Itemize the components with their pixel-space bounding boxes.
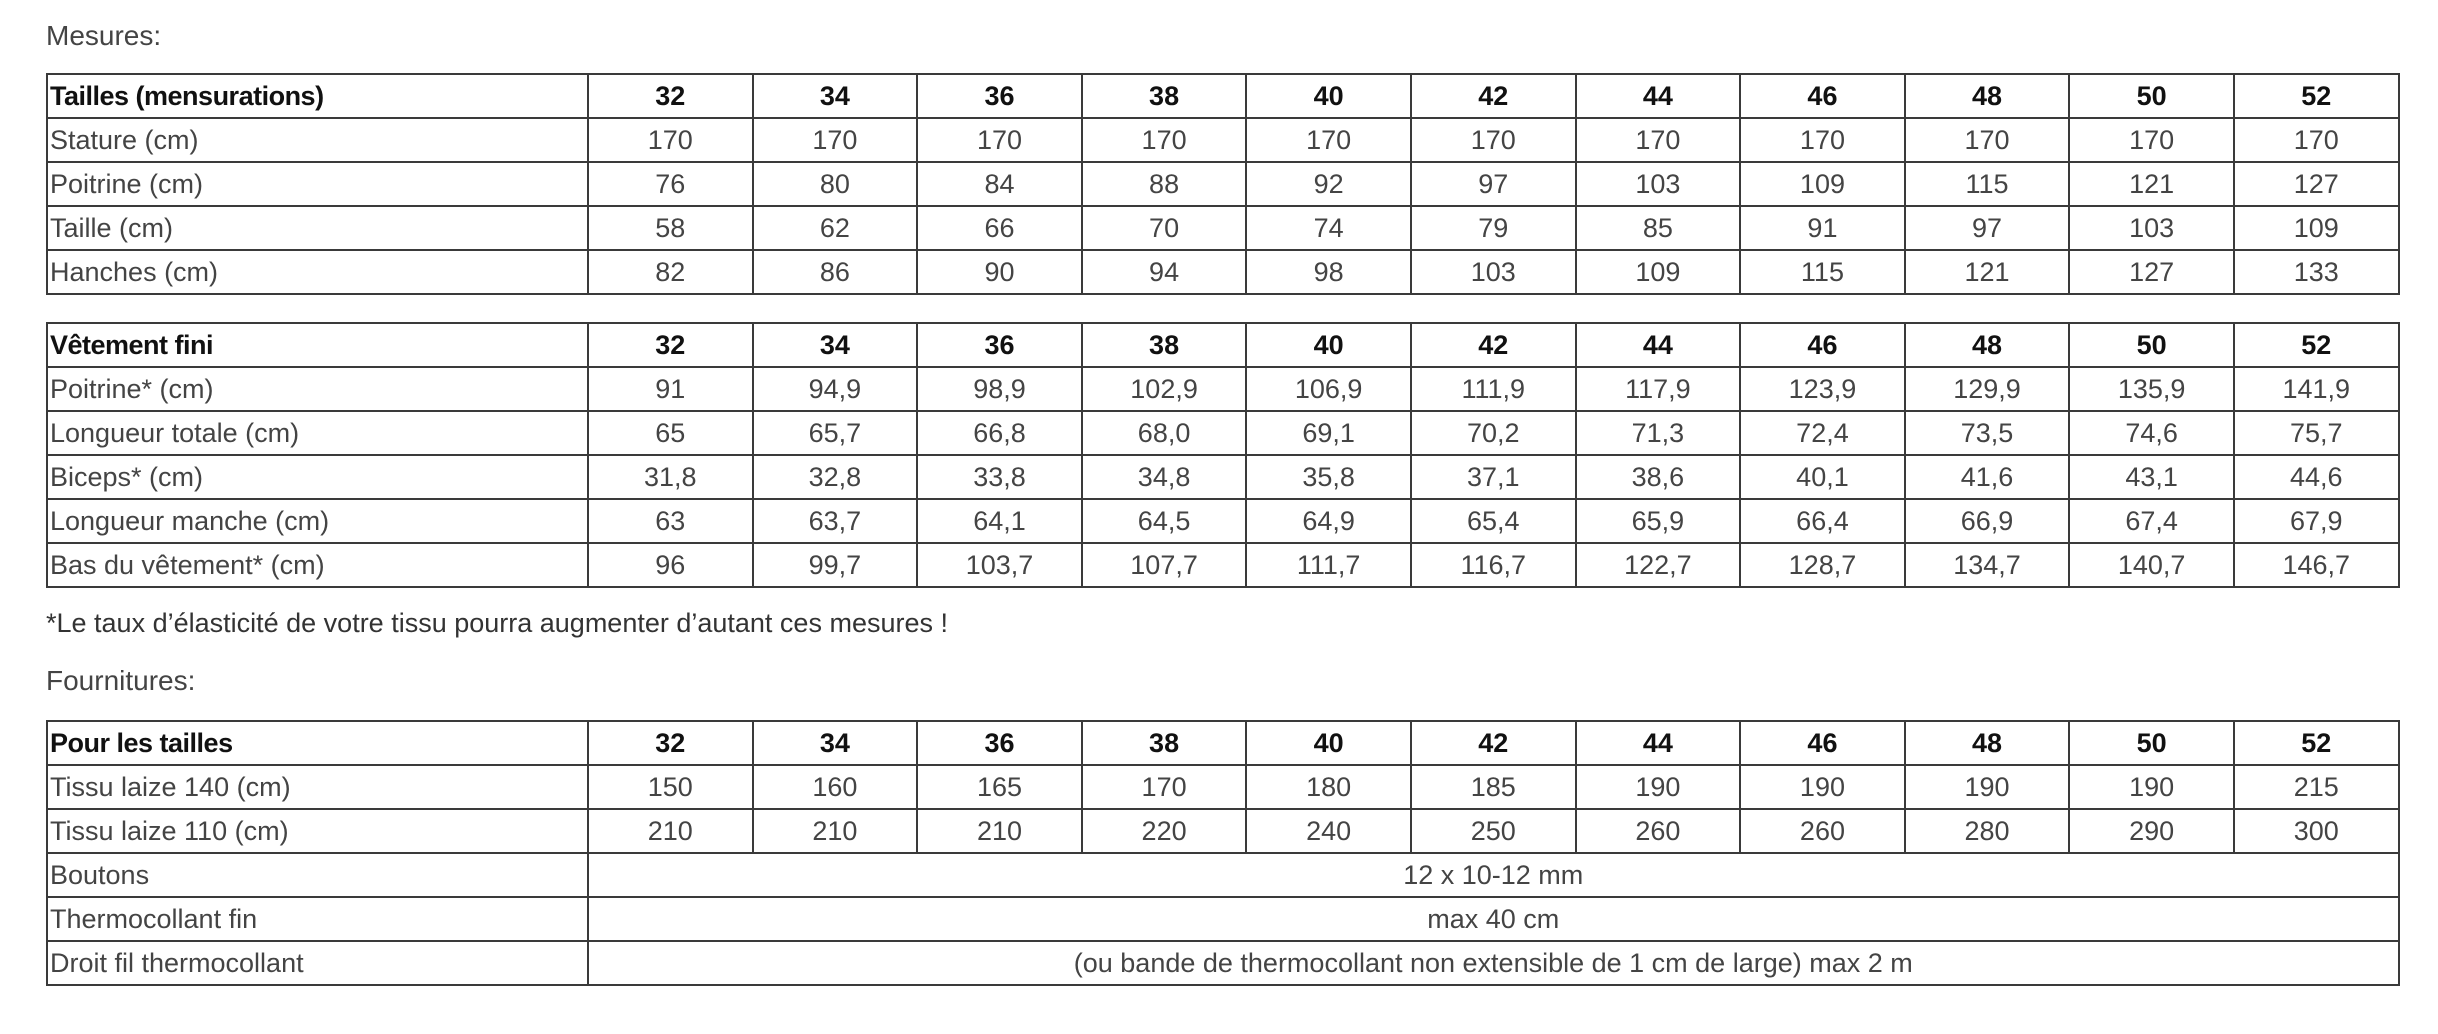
value-cell: 84 — [917, 162, 1082, 206]
row-label: Longueur totale (cm) — [47, 411, 588, 455]
value-cell: 31,8 — [588, 455, 753, 499]
size-header-cell: 50 — [2069, 74, 2234, 118]
row-label: Poitrine* (cm) — [47, 367, 588, 411]
value-cell: 300 — [2234, 809, 2399, 853]
value-cell: 190 — [1740, 765, 1905, 809]
value-cell: 91 — [588, 367, 753, 411]
table-row — [47, 162, 2399, 206]
value-cell: 85 — [1576, 206, 1741, 250]
size-header-cell: 44 — [1576, 323, 1741, 367]
row-label: Poitrine (cm) — [47, 162, 588, 206]
value-cell: 127 — [2234, 162, 2399, 206]
size-header-cell: 38 — [1082, 323, 1247, 367]
value-cell: 65,4 — [1411, 499, 1576, 543]
value-cell: 70 — [1082, 206, 1247, 250]
size-header-cell: 52 — [2234, 74, 2399, 118]
value-cell: 94 — [1082, 250, 1247, 294]
value-cell: 146,7 — [2234, 543, 2399, 587]
size-header-cell: 40 — [1246, 721, 1411, 765]
size-header-cell: 42 — [1411, 74, 1576, 118]
value-cell: 280 — [1905, 809, 2070, 853]
value-cell: 70,2 — [1411, 411, 1576, 455]
table-row — [47, 499, 2399, 543]
value-cell: 109 — [1576, 250, 1741, 294]
value-cell: 134,7 — [1905, 543, 2070, 587]
value-cell: 210 — [753, 809, 918, 853]
value-cell: 102,9 — [1082, 367, 1247, 411]
value-cell: 170 — [1576, 118, 1741, 162]
value-cell: 65,9 — [1576, 499, 1741, 543]
size-header-cell: 52 — [2234, 323, 2399, 367]
value-cell: 96 — [588, 543, 753, 587]
value-cell: 190 — [1905, 765, 2070, 809]
row-label: Tissu laize 140 (cm) — [47, 765, 588, 809]
value-cell: 190 — [2069, 765, 2234, 809]
value-cell: 170 — [2234, 118, 2399, 162]
size-header-cell: 34 — [753, 323, 918, 367]
value-cell: 103 — [2069, 206, 2234, 250]
size-header-cell: 34 — [753, 74, 918, 118]
size-header-cell: 46 — [1740, 74, 1905, 118]
row-label: Tissu laize 110 (cm) — [47, 809, 588, 853]
value-cell: 117,9 — [1576, 367, 1741, 411]
value-cell: 170 — [753, 118, 918, 162]
table-row — [47, 853, 2399, 897]
value-cell: 66,8 — [917, 411, 1082, 455]
table-row — [47, 455, 2399, 499]
merged-value-cell: 12 x 10-12 mm — [588, 853, 2399, 897]
row-label: Hanches (cm) — [47, 250, 588, 294]
value-cell: 128,7 — [1740, 543, 1905, 587]
value-cell: 91 — [1740, 206, 1905, 250]
value-cell: 73,5 — [1905, 411, 2070, 455]
size-header-cell: 52 — [2234, 721, 2399, 765]
size-header-cell: 44 — [1576, 721, 1741, 765]
value-cell: 170 — [588, 118, 753, 162]
value-cell: 160 — [753, 765, 918, 809]
table-row — [47, 118, 2399, 162]
value-cell: 133 — [2234, 250, 2399, 294]
size-header-cell: 48 — [1905, 721, 2070, 765]
table-row — [47, 809, 2399, 853]
value-cell: 111,9 — [1411, 367, 1576, 411]
value-cell: 69,1 — [1246, 411, 1411, 455]
value-cell: 111,7 — [1246, 543, 1411, 587]
row-label: Droit fil thermocollant — [47, 941, 588, 985]
value-cell: 68,0 — [1082, 411, 1247, 455]
value-cell: 67,9 — [2234, 499, 2399, 543]
table-row — [47, 206, 2399, 250]
value-cell: 79 — [1411, 206, 1576, 250]
row-label: Longueur manche (cm) — [47, 499, 588, 543]
value-cell: 63 — [588, 499, 753, 543]
value-cell: 82 — [588, 250, 753, 294]
value-cell: 98,9 — [917, 367, 1082, 411]
size-header-cell: 36 — [917, 74, 1082, 118]
size-header-cell: 32 — [588, 721, 753, 765]
value-cell: 94,9 — [753, 367, 918, 411]
value-cell: 170 — [2069, 118, 2234, 162]
value-cell: 107,7 — [1082, 543, 1247, 587]
value-cell: 66,9 — [1905, 499, 2070, 543]
value-cell: 190 — [1576, 765, 1741, 809]
table-header-row — [47, 74, 2399, 118]
size-header-cell: 50 — [2069, 721, 2234, 765]
value-cell: 140,7 — [2069, 543, 2234, 587]
size-header-cell: 32 — [588, 74, 753, 118]
value-cell: 220 — [1082, 809, 1247, 853]
value-cell: 99,7 — [753, 543, 918, 587]
value-cell: 210 — [917, 809, 1082, 853]
value-cell: 86 — [753, 250, 918, 294]
value-cell: 170 — [917, 118, 1082, 162]
merged-value-cell: (ou bande de thermocollant non extensible de 1 cm de large) max 2 m — [588, 941, 2399, 985]
value-cell: 72,4 — [1740, 411, 1905, 455]
value-cell: 170 — [1082, 118, 1247, 162]
value-cell: 240 — [1246, 809, 1411, 853]
size-header-cell: 36 — [917, 721, 1082, 765]
value-cell: 127 — [2069, 250, 2234, 294]
value-cell: 43,1 — [2069, 455, 2234, 499]
table-header-label: Tailles (mensurations) — [47, 74, 588, 118]
value-cell: 170 — [1411, 118, 1576, 162]
value-cell: 40,1 — [1740, 455, 1905, 499]
value-cell: 34,8 — [1082, 455, 1247, 499]
value-cell: 121 — [1905, 250, 2070, 294]
supplies-table — [46, 720, 2400, 986]
size-header-cell: 34 — [753, 721, 918, 765]
value-cell: 109 — [1740, 162, 1905, 206]
value-cell: 250 — [1411, 809, 1576, 853]
value-cell: 115 — [1905, 162, 2070, 206]
size-header-cell: 48 — [1905, 323, 2070, 367]
value-cell: 106,9 — [1246, 367, 1411, 411]
size-header-cell: 42 — [1411, 323, 1576, 367]
table-row — [47, 411, 2399, 455]
table-header-label: Vêtement fini — [47, 323, 588, 367]
value-cell: 170 — [1740, 118, 1905, 162]
row-label: Thermocollant fin — [47, 897, 588, 941]
value-cell: 71,3 — [1576, 411, 1741, 455]
merged-value-cell: max 40 cm — [588, 897, 2399, 941]
value-cell: 170 — [1246, 118, 1411, 162]
body-measurements-table — [46, 73, 2400, 295]
value-cell: 90 — [917, 250, 1082, 294]
value-cell: 33,8 — [917, 455, 1082, 499]
value-cell: 58 — [588, 206, 753, 250]
value-cell: 97 — [1411, 162, 1576, 206]
value-cell: 129,9 — [1905, 367, 2070, 411]
value-cell: 62 — [753, 206, 918, 250]
value-cell: 150 — [588, 765, 753, 809]
value-cell: 215 — [2234, 765, 2399, 809]
row-label: Stature (cm) — [47, 118, 588, 162]
value-cell: 170 — [1082, 765, 1247, 809]
size-header-cell: 50 — [2069, 323, 2234, 367]
table-row — [47, 367, 2399, 411]
mesures-title: Mesures: — [46, 20, 162, 51]
row-label: Boutons — [47, 853, 588, 897]
fournitures-title: Fournitures: — [46, 665, 196, 696]
value-cell: 32,8 — [753, 455, 918, 499]
value-cell: 64,5 — [1082, 499, 1247, 543]
value-cell: 116,7 — [1411, 543, 1576, 587]
value-cell: 63,7 — [753, 499, 918, 543]
value-cell: 75,7 — [2234, 411, 2399, 455]
value-cell: 67,4 — [2069, 499, 2234, 543]
value-cell: 103,7 — [917, 543, 1082, 587]
finished-garment-table — [46, 322, 2400, 588]
value-cell: 109 — [2234, 206, 2399, 250]
size-header-cell: 40 — [1246, 323, 1411, 367]
value-cell: 141,9 — [2234, 367, 2399, 411]
row-label: Biceps* (cm) — [47, 455, 588, 499]
table-row — [47, 765, 2399, 809]
table-header-row — [47, 323, 2399, 367]
value-cell: 260 — [1740, 809, 1905, 853]
value-cell: 66,4 — [1740, 499, 1905, 543]
row-label: Taille (cm) — [47, 206, 588, 250]
table-row — [47, 543, 2399, 587]
value-cell: 122,7 — [1576, 543, 1741, 587]
size-header-cell: 48 — [1905, 74, 2070, 118]
table-row — [47, 897, 2399, 941]
value-cell: 170 — [1905, 118, 2070, 162]
value-cell: 74 — [1246, 206, 1411, 250]
value-cell: 65 — [588, 411, 753, 455]
row-label: Bas du vêtement* (cm) — [47, 543, 588, 587]
size-header-cell: 36 — [917, 323, 1082, 367]
value-cell: 35,8 — [1246, 455, 1411, 499]
table-header-row — [47, 721, 2399, 765]
value-cell: 180 — [1246, 765, 1411, 809]
value-cell: 97 — [1905, 206, 2070, 250]
value-cell: 210 — [588, 809, 753, 853]
size-header-cell: 46 — [1740, 323, 1905, 367]
value-cell: 88 — [1082, 162, 1247, 206]
value-cell: 260 — [1576, 809, 1741, 853]
size-header-cell: 38 — [1082, 721, 1247, 765]
elasticity-footnote: *Le taux d’élasticité de votre tissu pourra augmenter d’autant ces mesures ! — [46, 608, 948, 638]
table-row — [47, 250, 2399, 294]
value-cell: 38,6 — [1576, 455, 1741, 499]
value-cell: 121 — [2069, 162, 2234, 206]
value-cell: 103 — [1576, 162, 1741, 206]
value-cell: 44,6 — [2234, 455, 2399, 499]
value-cell: 74,6 — [2069, 411, 2234, 455]
value-cell: 135,9 — [2069, 367, 2234, 411]
value-cell: 41,6 — [1905, 455, 2070, 499]
size-header-cell: 38 — [1082, 74, 1247, 118]
value-cell: 185 — [1411, 765, 1576, 809]
value-cell: 80 — [753, 162, 918, 206]
value-cell: 115 — [1740, 250, 1905, 294]
size-header-cell: 44 — [1576, 74, 1741, 118]
value-cell: 165 — [917, 765, 1082, 809]
value-cell: 92 — [1246, 162, 1411, 206]
value-cell: 65,7 — [753, 411, 918, 455]
value-cell: 103 — [1411, 250, 1576, 294]
value-cell: 37,1 — [1411, 455, 1576, 499]
size-header-cell: 46 — [1740, 721, 1905, 765]
size-header-cell: 40 — [1246, 74, 1411, 118]
value-cell: 123,9 — [1740, 367, 1905, 411]
value-cell: 76 — [588, 162, 753, 206]
value-cell: 290 — [2069, 809, 2234, 853]
value-cell: 98 — [1246, 250, 1411, 294]
size-header-cell: 42 — [1411, 721, 1576, 765]
size-header-cell: 32 — [588, 323, 753, 367]
value-cell: 64,1 — [917, 499, 1082, 543]
value-cell: 64,9 — [1246, 499, 1411, 543]
value-cell: 66 — [917, 206, 1082, 250]
table-header-label: Pour les tailles — [47, 721, 588, 765]
table-row — [47, 941, 2399, 985]
